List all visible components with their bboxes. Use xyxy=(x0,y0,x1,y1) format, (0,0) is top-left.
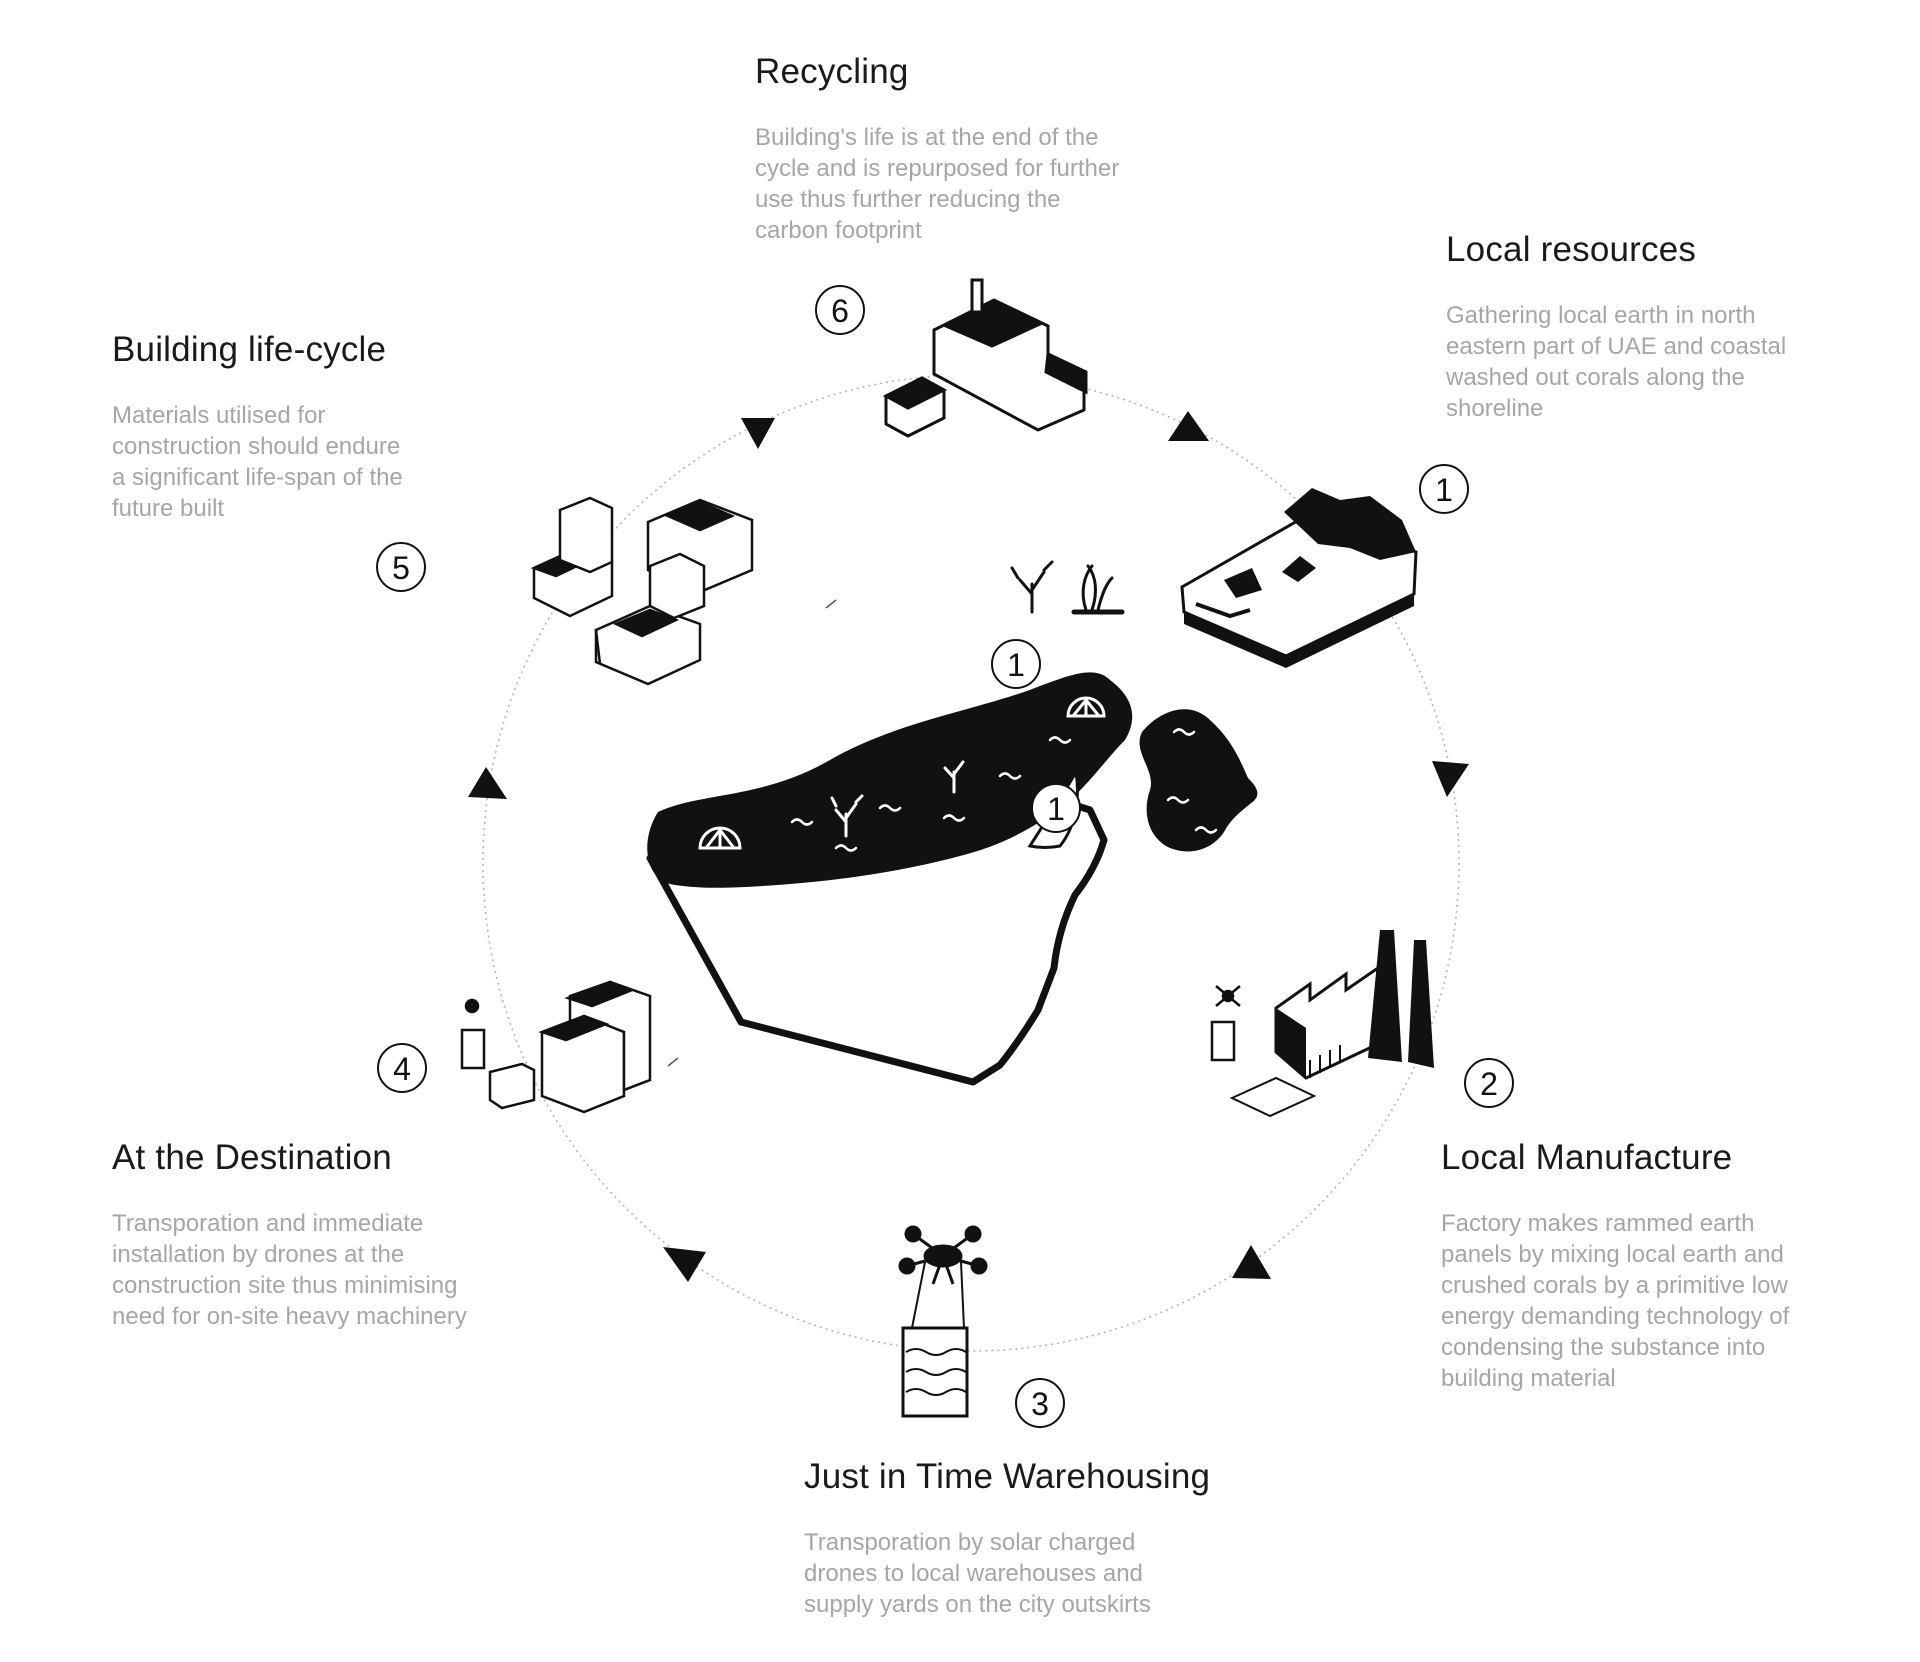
step-number-2 xyxy=(1465,1059,1513,1107)
description-line: carbon footprint xyxy=(755,217,922,244)
arrow-down-icon xyxy=(663,1247,706,1282)
step-description xyxy=(112,1208,467,1332)
svg-text:6: 6 xyxy=(831,293,849,329)
step-description xyxy=(804,1527,1210,1620)
destination-buildings-icon xyxy=(462,982,650,1112)
step-building-life-cycle xyxy=(112,330,403,524)
step-number-3 xyxy=(1016,1379,1064,1427)
step-title: At the Destination xyxy=(112,1138,392,1177)
step-number-6 xyxy=(816,286,864,334)
arrow-up-icon xyxy=(468,767,507,799)
description-line: future built xyxy=(112,495,225,522)
description-line: energy demanding technology of xyxy=(1441,1303,1790,1330)
description-line: washed out corals along the xyxy=(1446,364,1745,391)
description-line: installation by drones at the xyxy=(112,1241,405,1268)
description-line: a significant life-span of the xyxy=(112,464,403,491)
description-line: eastern part of UAE and coastal xyxy=(1446,333,1787,360)
step-number-5 xyxy=(377,543,425,591)
description-line: Building's life is at the end of the xyxy=(755,124,1099,151)
description-line: need for on-site heavy machinery xyxy=(112,1303,467,1330)
description-line: shoreline xyxy=(1446,395,1544,422)
map-marker-1 xyxy=(992,640,1040,688)
step-number-1 xyxy=(1420,465,1468,513)
map-marker-2 xyxy=(1032,784,1080,832)
step-number-4 xyxy=(378,1044,426,1092)
step-description xyxy=(1441,1208,1789,1394)
step-title: Local resources xyxy=(1446,230,1697,269)
description-line: cycle and is repurposed for further xyxy=(755,155,1120,182)
step-recycling xyxy=(755,52,1119,246)
description-line: condensing the substance into xyxy=(1441,1334,1766,1361)
step-description xyxy=(112,400,403,524)
quarry-icon xyxy=(1182,488,1416,668)
svg-text:1: 1 xyxy=(1047,791,1065,827)
buildings-icon xyxy=(534,498,752,684)
svg-text:3: 3 xyxy=(1031,1386,1049,1422)
description-line: drones to local warehouses and xyxy=(804,1560,1143,1587)
svg-text:5: 5 xyxy=(392,550,410,586)
step-title: Just in Time Warehousing xyxy=(804,1457,1211,1496)
step-local-resources xyxy=(1446,230,1786,424)
description-line: Gathering local earth in north xyxy=(1446,302,1756,329)
description-line: crushed corals by a primitive low xyxy=(1441,1272,1788,1299)
description-line: Materials utilised for xyxy=(112,402,326,429)
recycling-factory-icon xyxy=(886,280,1086,436)
description-line: supply yards on the city outskirts xyxy=(804,1591,1151,1618)
description-line: construction should endure xyxy=(112,433,401,460)
arrow-down-icon xyxy=(741,418,775,449)
drone-panel-icon xyxy=(900,1227,986,1416)
drone-icon xyxy=(1212,986,1240,1060)
svg-text:1: 1 xyxy=(1007,647,1025,683)
description-line: construction site thus minimising xyxy=(112,1272,458,1299)
step-just-in-time-warehousing xyxy=(804,1457,1210,1620)
svg-text:2: 2 xyxy=(1480,1066,1498,1102)
arrow-up-icon xyxy=(1168,411,1209,441)
coral-cluster-icon xyxy=(1012,562,1122,612)
description-line: use thus further reducing the xyxy=(755,186,1061,213)
step-local-manufacture xyxy=(1441,1138,1789,1394)
step-title: Local Manufacture xyxy=(1441,1138,1733,1177)
step-at-the-destination xyxy=(112,1138,467,1332)
step-title: Building life-cycle xyxy=(112,330,387,369)
description-line: building material xyxy=(1441,1365,1616,1392)
step-title: Recycling xyxy=(755,52,909,91)
description-line: panels by mixing local earth and xyxy=(1441,1241,1784,1268)
step-description xyxy=(755,122,1119,246)
description-line: Factory makes rammed earth xyxy=(1441,1210,1755,1237)
step-description xyxy=(1446,300,1786,424)
svg-text:1: 1 xyxy=(1435,472,1453,508)
svg-text:4: 4 xyxy=(393,1051,411,1087)
description-line: Transporation and immediate xyxy=(112,1210,424,1237)
arrow-up-icon xyxy=(1232,1245,1271,1279)
arrow-down-icon xyxy=(1432,761,1469,797)
description-line: Transporation by solar charged xyxy=(804,1529,1136,1556)
uae-map-icon xyxy=(647,672,1257,1082)
